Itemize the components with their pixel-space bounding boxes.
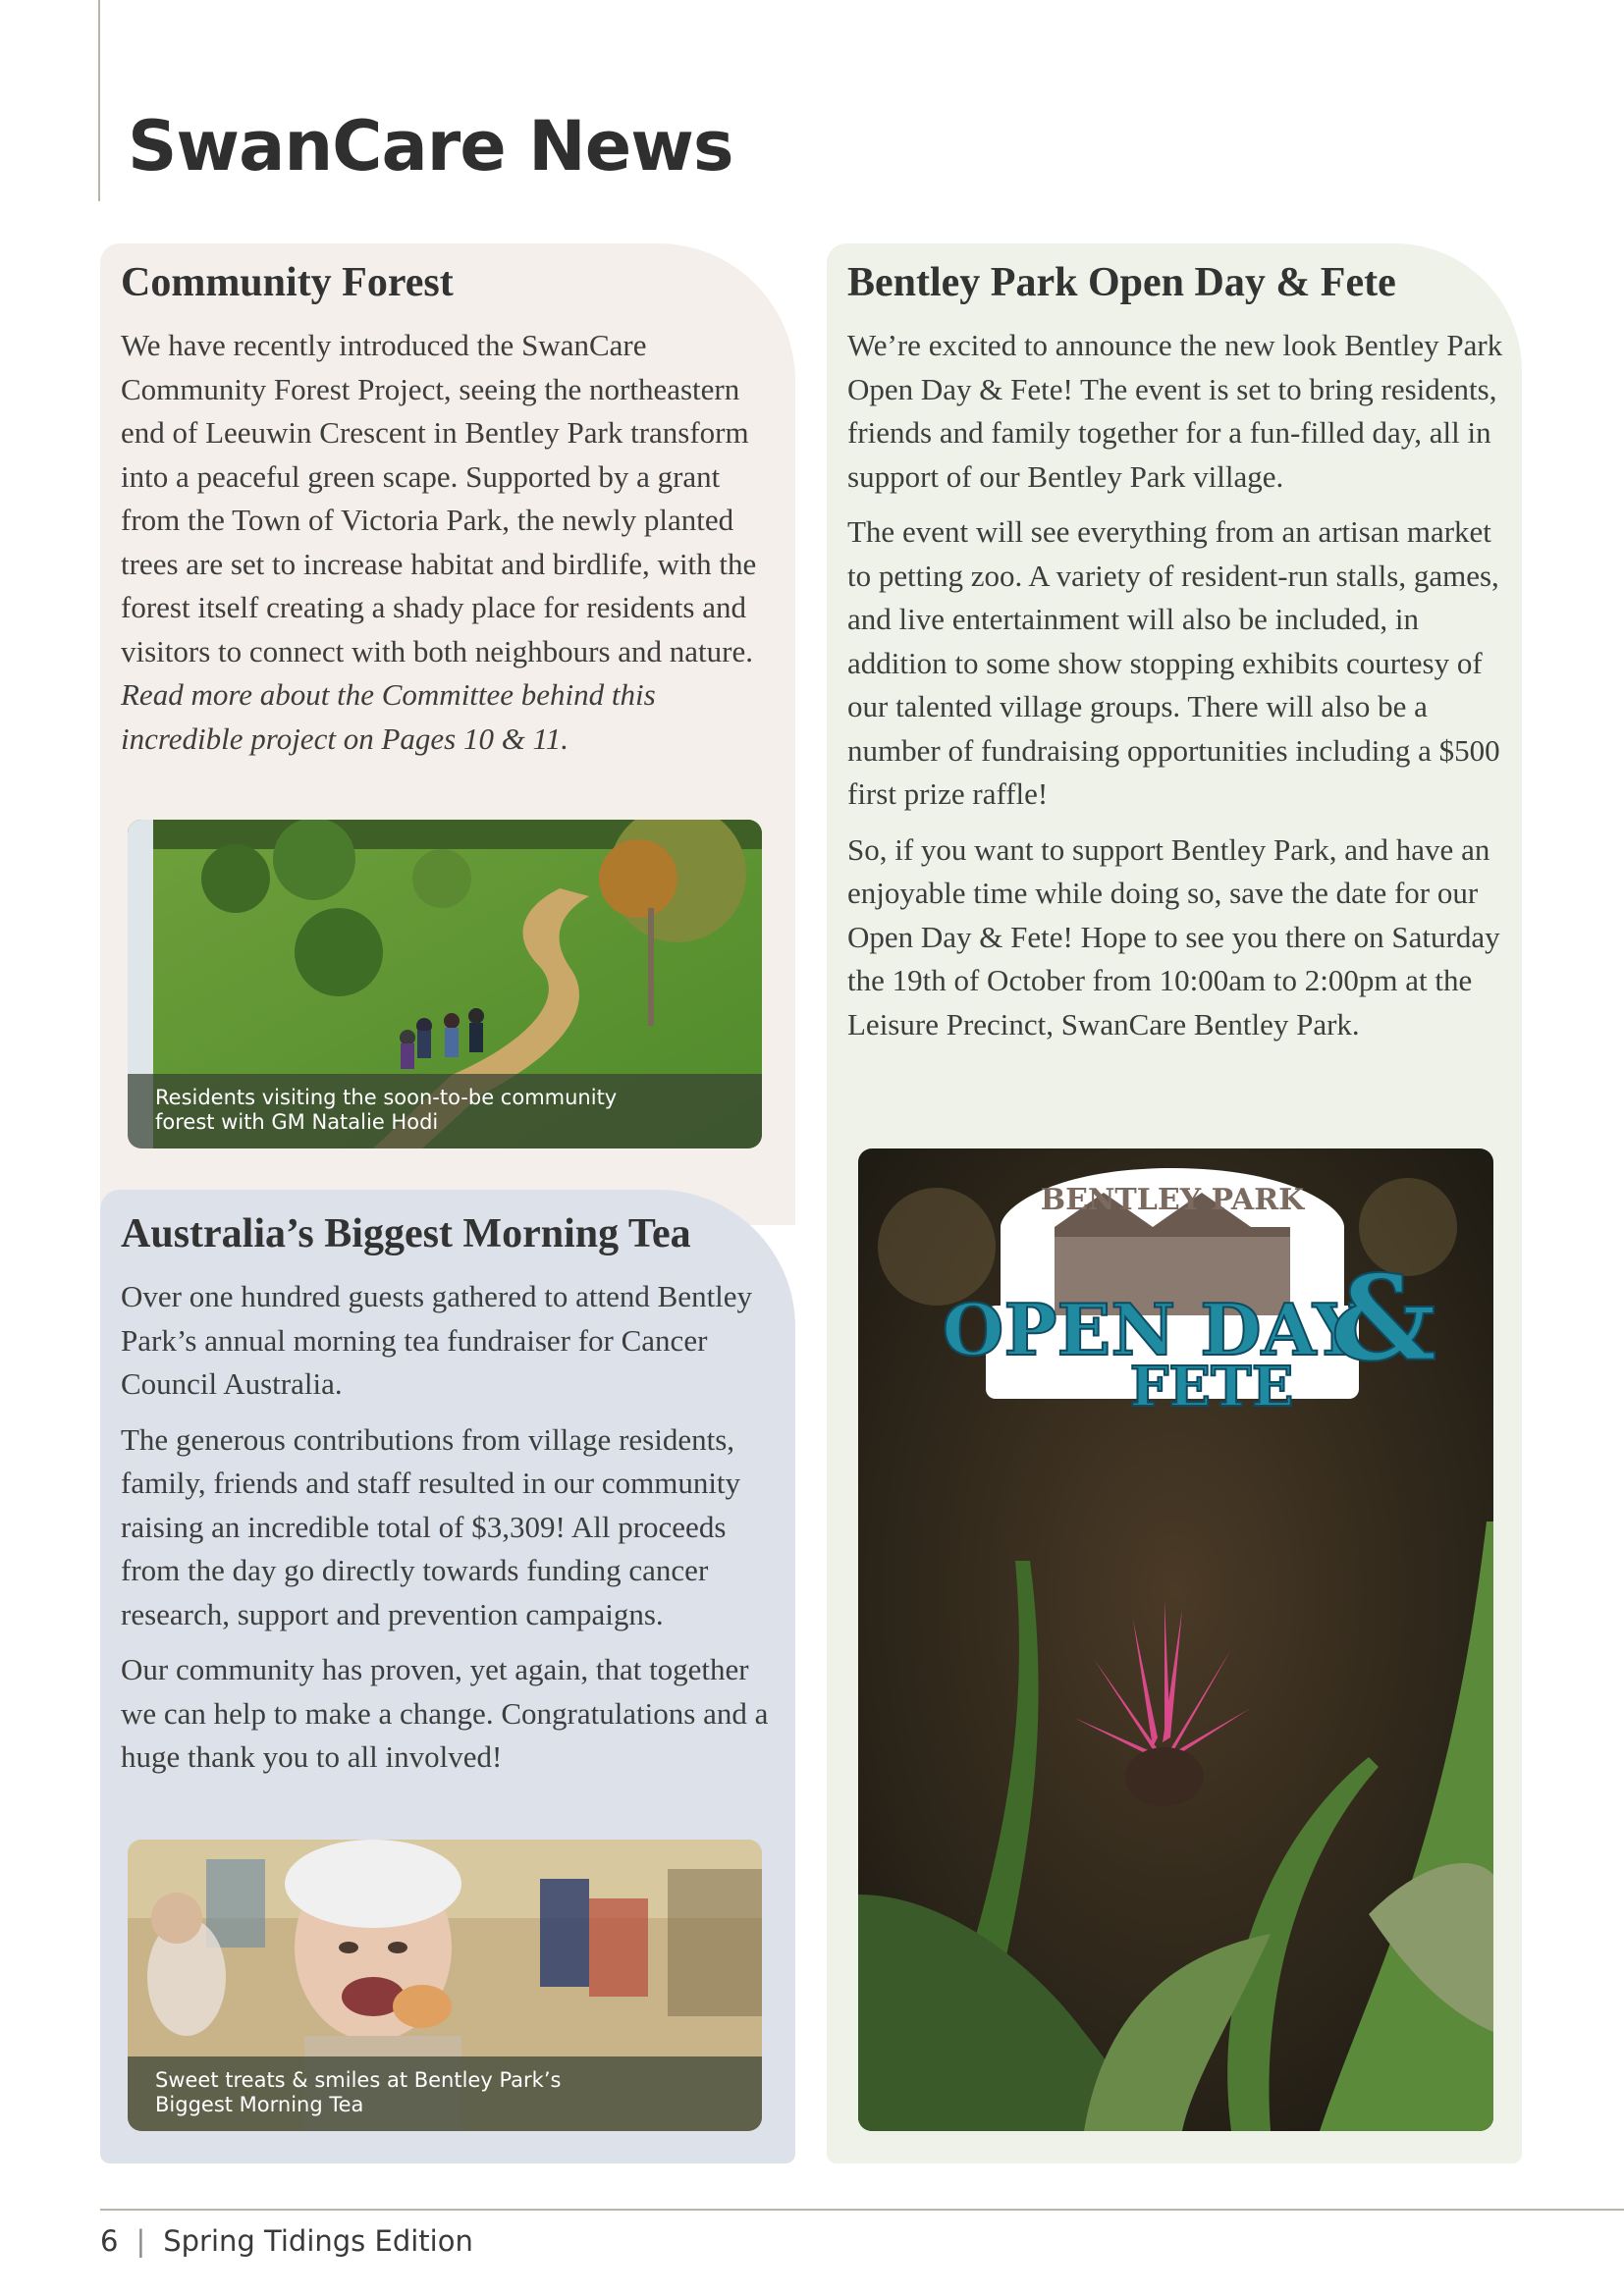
- community-forest-heading: Community Forest: [121, 260, 454, 305]
- community-forest-photo: [128, 820, 762, 1148]
- morning-tea-paragraph: The generous contributions from village residents, family, friends and staff resulted in our community raising an incredible total of $3,309! All proceeds from the day go directly towards funding cancer research, support and prevention campaigns.: [121, 1421, 741, 1631]
- footer-separator: |: [135, 2224, 146, 2258]
- community-forest-caption: Residents visiting the soon-to-be community forest with GM Natalie Hodi: [155, 1086, 618, 1134]
- edition-name: Spring Tidings Edition: [163, 2224, 473, 2258]
- page-footer: [100, 2224, 473, 2258]
- poster-sub-text: FETE: [1129, 1355, 1294, 1419]
- morning-tea-heading: Australia’s Biggest Morning Tea: [121, 1211, 691, 1256]
- community-forest-caption-bar: [128, 1074, 762, 1148]
- page-number: 6: [100, 2224, 119, 2258]
- page-title: SwanCare News: [128, 106, 733, 187]
- morning-tea-paragraph: Over one hundred guests gathered to attend Bentley Park’s annual morning tea fundraiser for Cancer Council Australia.: [121, 1279, 753, 1401]
- morning-tea-caption-bar: [128, 2056, 762, 2131]
- poster-arc-text: BENTLEY PARK: [1040, 1183, 1305, 1217]
- morning-tea-photo: [128, 1840, 762, 2131]
- community-forest-body-text: We have recently introduced the SwanCare Community Forest Project, seeing the northeastern end of Leeuwin Crescent in Bentley Park transform into a peaceful green scape. Supported by a grant from the Town of Victoria Park, the newly planted trees are set to increase habitat and birdlife, with the forest itself creating a shady place for residents and visitors to connect with both neighbours and nature.: [121, 328, 757, 668]
- title-accent-rule: [98, 0, 100, 201]
- open-day-heading: Bentley Park Open Day & Fete: [847, 260, 1396, 305]
- footer-rule: [100, 2209, 1624, 2211]
- open-day-paragraph: We’re excited to announce the new look Bentley Park Open Day & Fete! The event is set to bring residents, friends and family together for a fun-filled day, all in support of our Bentley Park village.: [847, 328, 1503, 494]
- morning-tea-article: [121, 1210, 779, 1791]
- open-day-poster: [858, 1148, 1493, 2131]
- community-forest-article: [121, 259, 779, 773]
- morning-tea-caption: Sweet treats & smiles at Bentley Park’s Biggest Morning Tea: [155, 2068, 562, 2116]
- open-day-paragraph: So, if you want to support Bentley Park, and have an enjoyable time while doing so, save the date for our Open Day & Fete! Hope to see you there on Saturday the 19th of October from 10:00am to 2:00pm at the Leisure Precinct, SwanCare Bentley Park.: [847, 831, 1500, 1041]
- open-day-article: [847, 259, 1505, 1058]
- open-day-paragraph: The event will see everything from an artisan market to petting zoo. A variety of resident-run stalls, games, and live entertainment will also be included, in addition to some show stopping exhibits courtesy of our talented village groups. There will also be a number of fundraising opportunities including a $500 first prize raffle!: [847, 514, 1500, 811]
- morning-tea-paragraph: Our community has proven, yet again, that together we can help to make a change. Congratulations and a huge thank you to all involved!: [121, 1652, 769, 1774]
- open-day-poster-illustration: [858, 1148, 1493, 2131]
- poster-main-text: OPEN DAY: [942, 1288, 1364, 1371]
- community-forest-body: [121, 324, 779, 761]
- community-forest-read-more: Read more about the Committee behind this incredible project on Pages 10 & 11.: [121, 677, 656, 756]
- poster-amp: &: [1329, 1250, 1437, 1388]
